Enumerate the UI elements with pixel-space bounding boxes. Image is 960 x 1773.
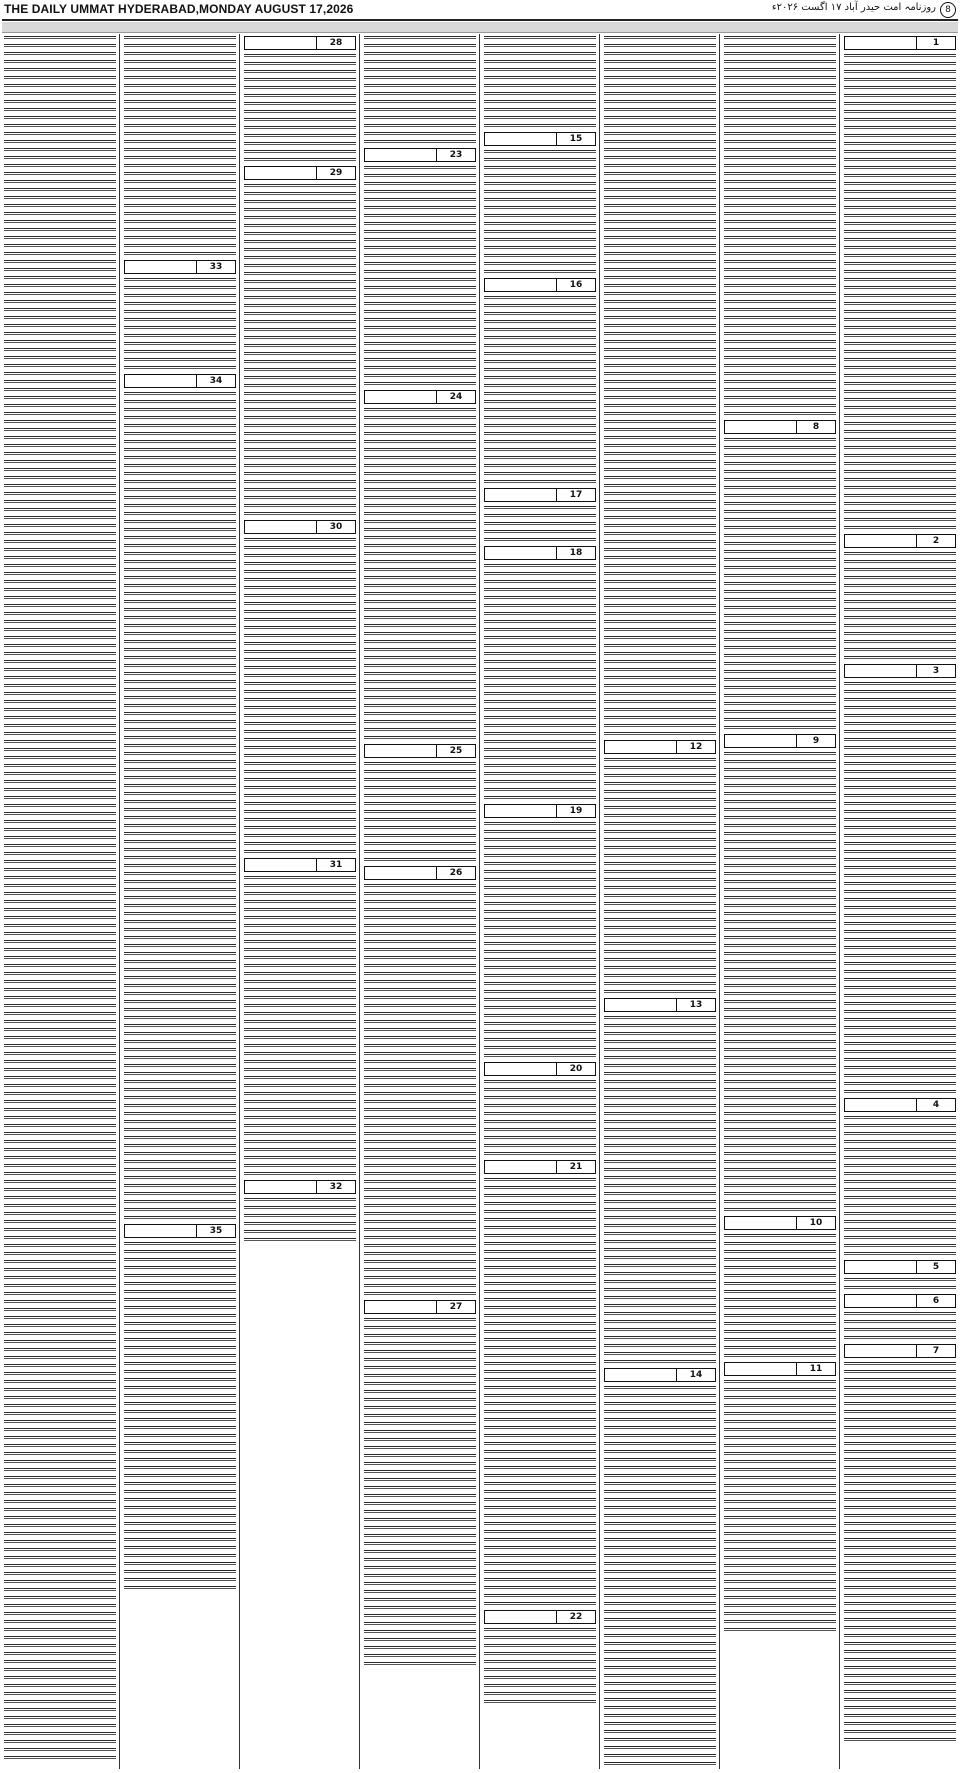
news-item-number: 16: [556, 279, 595, 291]
news-item-title: [845, 1345, 916, 1357]
masthead: [0, 0, 960, 20]
news-item-title: [485, 279, 556, 291]
news-item-body: [124, 34, 236, 258]
news-item-header: [844, 534, 956, 548]
text-column: [124, 34, 236, 1769]
news-item-number: 27: [436, 1301, 475, 1313]
news-item-body: [844, 1310, 956, 1342]
news-item-body: [604, 34, 716, 738]
news-item-title: [485, 805, 556, 817]
news-item-title: [485, 133, 556, 145]
news-item-title: [725, 1217, 796, 1229]
news-item-body: [724, 436, 836, 732]
news-item-number: 24: [436, 391, 475, 403]
news-item-body: [724, 34, 836, 418]
news-item-number: 20: [556, 1063, 595, 1075]
news-item-header: [484, 1160, 596, 1174]
news-item-title: [725, 735, 796, 747]
news-item-number: 5: [916, 1261, 955, 1273]
news-item-title: [485, 489, 556, 501]
news-item-header: [724, 1362, 836, 1376]
news-item-body: [124, 390, 236, 1222]
news-item-title: [245, 859, 316, 871]
news-item-header: [124, 260, 236, 274]
news-item-title: [845, 1261, 916, 1273]
news-item-number: 22: [556, 1611, 595, 1623]
news-item-number: 4: [916, 1099, 955, 1111]
news-item-number: 31: [316, 859, 355, 871]
news-item-header: [244, 36, 356, 50]
news-item-title: [125, 261, 196, 273]
news-item-number: 13: [676, 999, 715, 1011]
masthead-rule: [2, 19, 958, 21]
column-divider: [359, 34, 360, 1769]
header-band: [2, 22, 958, 33]
news-item-number: 25: [436, 745, 475, 757]
news-item-body: [484, 34, 596, 130]
news-item-title: [125, 1225, 196, 1237]
page-columns: [4, 34, 956, 1769]
news-item-title: [485, 1611, 556, 1623]
news-item-title: [605, 999, 676, 1011]
page-number-badge: 8: [940, 2, 956, 18]
news-item-body: [484, 294, 596, 486]
news-item-body: [244, 52, 356, 164]
news-item-number: 21: [556, 1161, 595, 1173]
news-item-title: [365, 1301, 436, 1313]
news-item-title: [725, 421, 796, 433]
news-item-title: [125, 375, 196, 387]
column-divider: [239, 34, 240, 1769]
news-item-body: [364, 34, 476, 146]
text-column: [484, 34, 596, 1769]
news-item-title: [365, 149, 436, 161]
news-item-number: 8: [796, 421, 835, 433]
text-column: [4, 34, 116, 1769]
news-item-body: [364, 164, 476, 388]
news-item-title: [725, 1363, 796, 1375]
news-item-body: [364, 882, 476, 1298]
news-item-title: [245, 1181, 316, 1193]
news-item-number: 28: [316, 37, 355, 49]
news-item-header: [724, 1216, 836, 1230]
news-item-body: [724, 750, 836, 1214]
news-item-number: 11: [796, 1363, 835, 1375]
text-column: [244, 34, 356, 1769]
news-item-header: [364, 866, 476, 880]
news-item-title: [365, 745, 436, 757]
news-item-body: [844, 550, 956, 662]
column-divider: [479, 34, 480, 1769]
text-column: [604, 34, 716, 1769]
news-item-title: [605, 741, 676, 753]
news-item-number: 23: [436, 149, 475, 161]
news-item-body: [364, 760, 476, 864]
news-item-number: 35: [196, 1225, 235, 1237]
news-item-number: 2: [916, 535, 955, 547]
news-item-body: [844, 680, 956, 1096]
news-item-title: [605, 1369, 676, 1381]
masthead-urdu-title: روزنامہ امت حیدر آباد ۱۷ اگست ۲۰۲۶ء: [771, 2, 936, 13]
news-item-header: [844, 1344, 956, 1358]
news-item-header: [844, 1294, 956, 1308]
news-item-number: 30: [316, 521, 355, 533]
news-item-header: [484, 1610, 596, 1624]
news-item-title: [485, 547, 556, 559]
news-item-number: 7: [916, 1345, 955, 1357]
news-item-header: [364, 744, 476, 758]
news-item-body: [484, 1176, 596, 1608]
text-column: [844, 34, 956, 1769]
news-item-header: [604, 1368, 716, 1382]
news-item-header: [244, 858, 356, 872]
news-item-header: [604, 740, 716, 754]
news-item-body: [604, 1014, 716, 1366]
news-item-body: [604, 756, 716, 996]
news-item-header: [364, 148, 476, 162]
column-divider: [839, 34, 840, 1769]
news-item-number: 15: [556, 133, 595, 145]
news-item-number: 33: [196, 261, 235, 273]
news-item-number: 17: [556, 489, 595, 501]
news-item-number: 14: [676, 1369, 715, 1381]
news-item-body: [844, 1276, 956, 1292]
news-item-number: 6: [916, 1295, 955, 1307]
news-item-body: [364, 406, 476, 742]
text-column: [724, 34, 836, 1769]
news-item-header: [844, 36, 956, 50]
news-item-number: 3: [916, 665, 955, 677]
news-item-title: [845, 1099, 916, 1111]
news-item-title: [245, 37, 316, 49]
news-item-body: [724, 1378, 836, 1634]
news-item-body: [844, 1114, 956, 1258]
news-item-title: [365, 867, 436, 879]
column-divider: [719, 34, 720, 1769]
news-item-body: [124, 1240, 236, 1592]
news-item-header: [484, 546, 596, 560]
news-item-header: [244, 166, 356, 180]
news-item-title: [845, 1295, 916, 1307]
news-item-title: [245, 521, 316, 533]
news-item-body: [4, 34, 116, 1762]
news-item-body: [484, 148, 596, 276]
news-item-number: 12: [676, 741, 715, 753]
news-item-header: [724, 734, 836, 748]
text-column: [364, 34, 476, 1769]
news-item-body: [244, 536, 356, 856]
news-item-header: [124, 374, 236, 388]
news-item-body: [484, 820, 596, 1060]
news-item-body: [484, 1078, 596, 1158]
news-item-title: [845, 535, 916, 547]
news-item-body: [484, 1626, 596, 1706]
news-item-body: [604, 1384, 716, 1769]
news-item-header: [484, 132, 596, 146]
news-item-header: [244, 1180, 356, 1194]
news-item-header: [844, 1260, 956, 1274]
news-item-header: [484, 488, 596, 502]
news-item-title: [845, 665, 916, 677]
news-item-title: [245, 167, 316, 179]
news-item-body: [124, 276, 236, 372]
news-item-header: [124, 1224, 236, 1238]
news-item-body: [244, 874, 356, 1178]
news-item-header: [724, 420, 836, 434]
news-item-header: [364, 1300, 476, 1314]
news-item-body: [484, 504, 596, 544]
news-item-number: 26: [436, 867, 475, 879]
news-item-body: [844, 1360, 956, 1744]
news-item-header: [604, 998, 716, 1012]
news-item-title: [845, 37, 916, 49]
news-item-number: 1: [916, 37, 955, 49]
news-item-body: [244, 1196, 356, 1244]
news-item-title: [365, 391, 436, 403]
column-divider: [599, 34, 600, 1769]
news-item-title: [485, 1161, 556, 1173]
news-item-header: [364, 390, 476, 404]
news-item-body: [364, 1316, 476, 1668]
news-item-body: [844, 52, 956, 532]
news-item-header: [844, 1098, 956, 1112]
news-item-number: 10: [796, 1217, 835, 1229]
news-item-header: [484, 1062, 596, 1076]
news-item-header: [484, 278, 596, 292]
news-item-title: [485, 1063, 556, 1075]
news-item-header: [844, 664, 956, 678]
news-item-header: [244, 520, 356, 534]
news-item-number: 19: [556, 805, 595, 817]
news-item-number: 32: [316, 1181, 355, 1193]
news-item-body: [244, 182, 356, 518]
news-item-number: 18: [556, 547, 595, 559]
news-item-number: 9: [796, 735, 835, 747]
news-item-header: [484, 804, 596, 818]
news-item-body: [724, 1232, 836, 1360]
news-item-number: 29: [316, 167, 355, 179]
news-item-body: [484, 562, 596, 802]
column-divider: [119, 34, 120, 1769]
masthead-english-title: THE DAILY UMMAT HYDERABAD,MONDAY AUGUST 17,2026: [4, 2, 354, 16]
news-item-number: 34: [196, 375, 235, 387]
